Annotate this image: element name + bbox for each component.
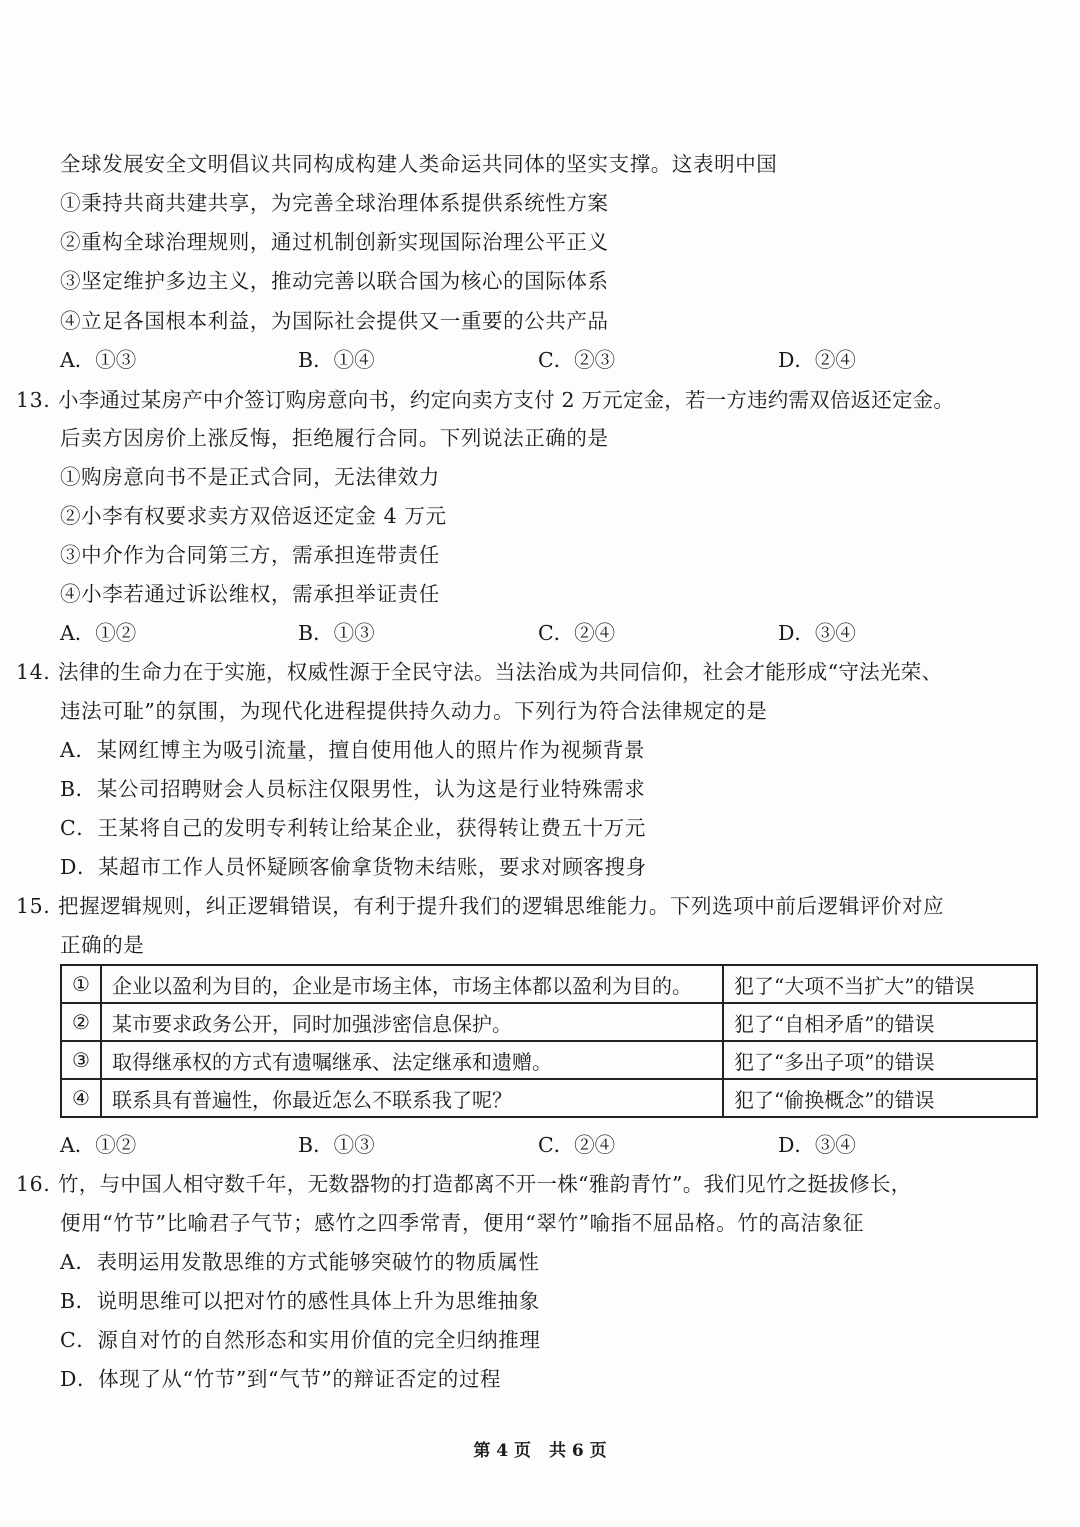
q12-item-1: ①秉持共商共建共享，为完善全球治理体系提供系统性方案 [60, 191, 609, 215]
q12-item-4: ④立足各国根本利益，为国际社会提供又一重要的公共产品 [60, 309, 609, 333]
q16-number: 16. [16, 1172, 51, 1196]
q13-number: 13. [16, 388, 51, 412]
table-row [61, 1079, 1037, 1117]
q13-option-a: A．①② [60, 621, 137, 645]
q12-option-c: C．②③ [538, 348, 616, 372]
q15-option-d: D．③④ [778, 1133, 856, 1157]
q15-option-c: C．②④ [538, 1133, 616, 1157]
q13-option-c: C．②④ [538, 621, 616, 645]
logic-evaluation-table [60, 964, 1038, 1118]
q13-item-2: ②小李有权要求卖方双倍返还定金 4 万元 [60, 504, 447, 528]
q12-option-a: A．①③ [60, 348, 137, 372]
q14-stem-1: 法律的生命力在于实施，权威性源于全民守法。当法治成为共同信仰，社会才能形成“守法光荣、 [58, 660, 943, 684]
q16-option-a: A．表明运用发散思维的方式能够突破竹的物质属性 [60, 1250, 540, 1274]
q14-option-d: D．某超市工作人员怀疑顾客偷拿货物未结账，要求对顾客搜身 [60, 855, 647, 879]
row-statement: 企业以盈利为目的，企业是市场主体，市场主体都以盈利为目的。 [101, 965, 723, 1003]
page-number: 第 4 页 [473, 1441, 532, 1461]
q14-option-b: B．某公司招聘财会人员标注仅限男性，认为这是行业特殊需求 [60, 777, 646, 801]
q15-option-a: A．①② [60, 1133, 137, 1157]
q15-number: 15. [16, 894, 51, 918]
row-number: ③ [61, 1041, 101, 1079]
q16-stem-2: 便用“竹节”比喻君子气节；感竹之四季常青，便用“翠竹”喻指不屈品格。竹的高洁象征 [60, 1211, 864, 1235]
row-evaluation: 犯了“大项不当扩大”的错误 [723, 965, 1037, 1003]
q15-option-b: B．①③ [298, 1133, 375, 1157]
page-total: 共 6 页 [548, 1441, 607, 1461]
q13-option-d: D．③④ [778, 621, 856, 645]
q14-number: 14. [16, 660, 51, 684]
q16-option-c: C．源自对竹的自然形态和实用价值的完全归纳推理 [60, 1328, 541, 1352]
row-number: ④ [61, 1079, 101, 1117]
row-statement: 某市要求政务公开，同时加强涉密信息保护。 [101, 1003, 723, 1041]
row-evaluation: 犯了“偷换概念”的错误 [723, 1079, 1037, 1117]
q14-stem-2: 违法可耻”的氛围，为现代化进程提供持久动力。下列行为符合法律规定的是 [60, 699, 768, 723]
table-row [61, 1003, 1037, 1041]
q13-item-1: ①购房意向书不是正式合同，无法律效力 [60, 465, 440, 489]
q14-option-c: C．王某将自己的发明专利转让给某企业，获得转让费五十万元 [60, 816, 646, 840]
row-number: ② [61, 1003, 101, 1041]
q12-option-b: B．①④ [298, 348, 375, 372]
table-row [61, 965, 1037, 1003]
row-statement: 联系具有普遍性，你最近怎么不联系我了呢？ [101, 1079, 723, 1117]
q13-item-4: ④小李若通过诉讼维权，需承担举证责任 [60, 582, 440, 606]
q16-option-d: D．体现了从“竹节”到“气节”的辩证否定的过程 [60, 1367, 502, 1391]
q15-stem-2: 正确的是 [60, 933, 145, 957]
q13-option-b: B．①③ [298, 621, 375, 645]
q12-stem-tail: 全球发展安全文明倡议共同构成构建人类命运共同体的坚实支撑。这表明中国 [60, 152, 778, 176]
q14-option-a: A．某网红博主为吸引流量，擅自使用他人的照片作为视频背景 [60, 738, 646, 762]
row-statement: 取得继承权的方式有遗嘱继承、法定继承和遗赠。 [101, 1041, 723, 1079]
row-evaluation: 犯了“自相矛盾”的错误 [723, 1003, 1037, 1041]
page-footer [0, 1436, 1080, 1461]
row-evaluation: 犯了“多出子项”的错误 [723, 1041, 1037, 1079]
q13-stem-2: 后卖方因房价上涨反悔，拒绝履行合同。下列说法正确的是 [60, 426, 609, 450]
q12-item-2: ②重构全球治理规则，通过机制创新实现国际治理公平正义 [60, 230, 609, 254]
q16-stem-1: 竹，与中国人相守数千年，无数器物的打造都离不开一株“雅韵青竹”。我们见竹之挺拔修长， [58, 1172, 912, 1196]
q12-item-3: ③坚定维护多边主义，推动完善以联合国为核心的国际体系 [60, 269, 609, 293]
q12-option-d: D．②④ [778, 348, 856, 372]
q13-item-3: ③中介作为合同第三方，需承担连带责任 [60, 543, 440, 567]
table-row [61, 1041, 1037, 1079]
q16-option-b: B．说明思维可以把对竹的感性具体上升为思维抽象 [60, 1289, 540, 1313]
q13-stem-1: 小李通过某房产中介签订购房意向书，约定向卖方支付 2 万元定金，若一方违约需双倍返还定金。 [58, 388, 955, 412]
q15-stem-1: 把握逻辑规则，纠正逻辑错误，有利于提升我们的逻辑思维能力。下列选项中前后逻辑评价对应 [58, 894, 945, 918]
row-number: ① [61, 965, 101, 1003]
